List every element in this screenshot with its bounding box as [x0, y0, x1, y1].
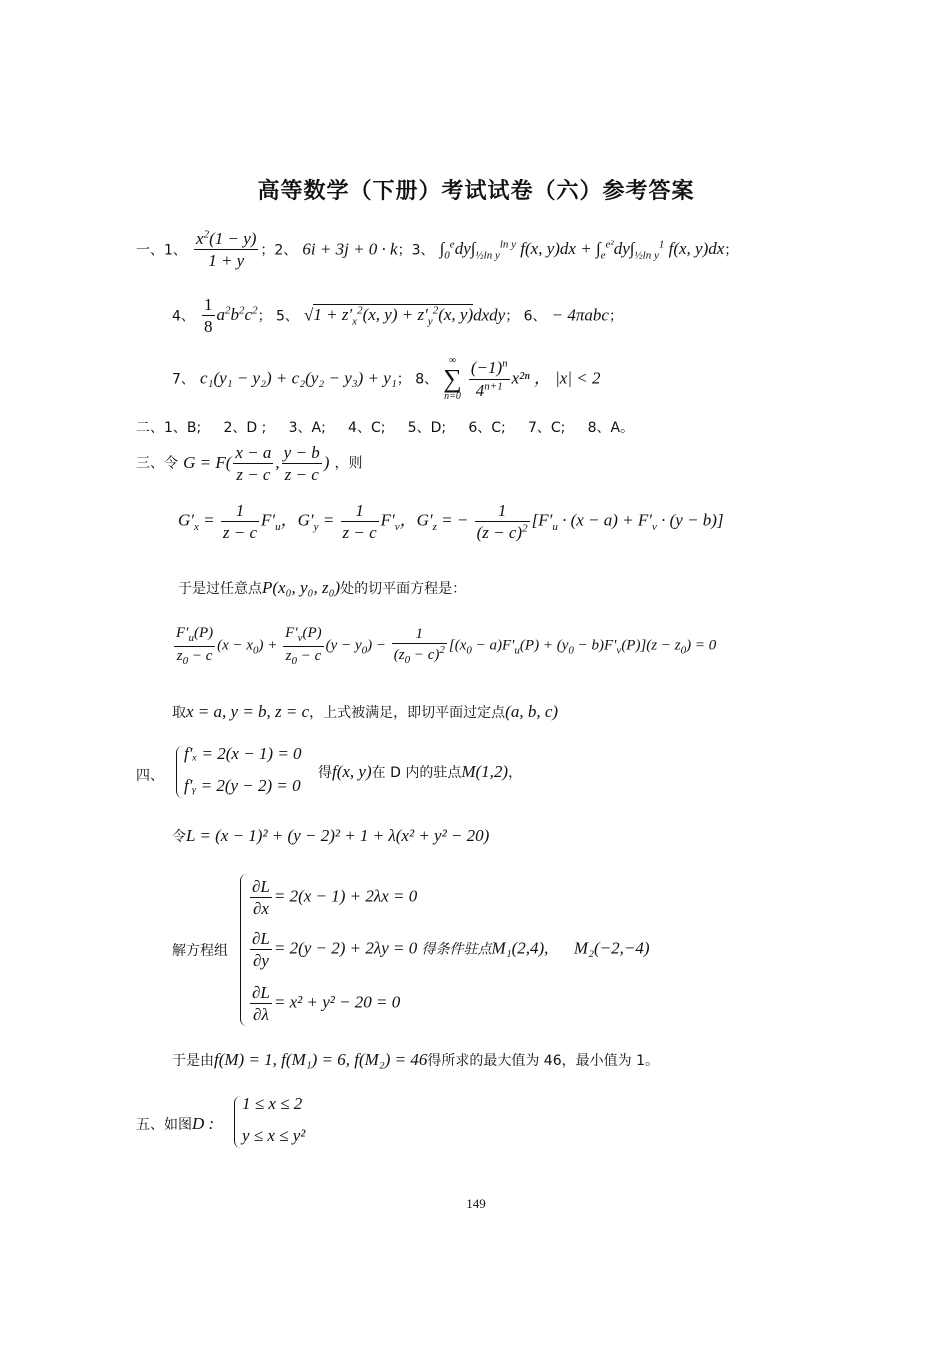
section-3-intro [136, 442, 362, 486]
sep-4: ； [724, 242, 739, 259]
region-condition-2: y ≤ x ≤ y² [242, 1126, 306, 1145]
result-pre: 于是由 [172, 1053, 214, 1069]
sep-3: ；3、 [397, 242, 435, 259]
answer-2: 6i + 3j + 0 · k [302, 239, 398, 259]
answer-4-tail: $a^2b^2c^2$ [216, 304, 258, 325]
condition-point-text: 得条件驻点 [421, 941, 492, 958]
region-condition-1: 1 ≤ x ≤ 2 [242, 1094, 303, 1113]
item-4-label: 4、 [172, 308, 195, 325]
then-text: ，则 [334, 455, 363, 472]
point-m: M(1,2) [461, 762, 509, 781]
result-line [172, 1050, 659, 1070]
system-brace-2 [240, 874, 247, 1026]
g-definition: G = F( $\frac{x - a}{z - c}$ , $\frac{y - b}{z - c}$ ) [183, 443, 330, 485]
result-tail: 得所求的最大值为 46，最小值为 1。 [427, 1053, 659, 1069]
answer-1-fraction: $\frac{x^2(1 - y)}{1 + y}$ [196, 228, 257, 271]
fixed-point: (a, b, c) [505, 702, 559, 721]
section-2-answers: 二、1、B; 2、D ; 3、A; 4、C; 5、D; 6、C; 7、C; 8、A。 [136, 420, 635, 436]
result-expression: f(M) = 1, f(M₁) = 6, f(M₂) = 46 [214, 1050, 428, 1069]
lagrange-function: L = (x − 1)² + (y − 2)² + 1 + λ(x² + y² − 20) [186, 826, 490, 845]
answer-8-tail: x²ⁿ ， |x| < 2 [511, 368, 601, 388]
page-number: 149 [466, 1196, 486, 1211]
function-fxy: f(x, y) [332, 762, 372, 781]
answer-3: $\int_0^edy\int_{\frac{1}{2}ln y}^{ln y}$ f(x, $y)dx + \int_e^{e^2}dy\int_{\frac{1}{2}ln y}^1$ f(x, y)dx [439, 238, 725, 262]
partial-derivatives: $G'_x$ = $\frac{1}{z - c}$ $F'_u$，$G'_y$ = $\frac{1}{z - c}$ $F'_v$，$G'_z$ = − $\frac{1}{(z - c)^2}$ $[F'_u \cdot (x - a) + F'_v \cdot (y - b)]$ [178, 501, 724, 543]
stationary-eq-2: f′ᵧ = 2(y − 2) = 0 [184, 776, 301, 795]
answer-8-sum: ∞ ∑ n=0 [443, 355, 462, 402]
lagrange-eq-c: $\frac{\partial L}{\partial\lambda}$ = x² + y² − 20 = 0 [252, 983, 401, 1025]
answer-4-fraction: $\frac{1}{8}$ [204, 295, 213, 337]
answer-6: − 4πabc [551, 305, 609, 325]
item-1-label: 1、 [164, 242, 187, 259]
sep-1: ；2、 [260, 242, 298, 259]
stationary-point-line [318, 762, 522, 782]
section-5-intro [136, 1114, 214, 1134]
in-d-text: 在 D 内的驻点 [371, 765, 462, 781]
lagrange-eq-b-rhs: = 2(y − 2) + 2λy = 0 [273, 938, 418, 958]
lagrange-eq-c-rhs: = x² + y² − 20 = 0 [273, 992, 401, 1012]
item-7-label: 7、 [172, 371, 195, 388]
section-3-label: 三、令 [136, 455, 178, 472]
take-text: 取 [172, 705, 186, 721]
lagrange-eq-a-rhs: = 2(x − 1) + 2λx = 0 [273, 886, 418, 906]
page-title: 高等数学（下册）考试试卷（六）参考答案 [257, 179, 695, 204]
fixed-point-line [172, 702, 558, 722]
answer-5: $√1 + z'_x^2(x$, $y) + z'_y^2(x$, y)dxdy [304, 304, 506, 328]
sep-8: ； 8、 [396, 371, 439, 388]
lagrange-eq-a: $\frac{\partial L}{\partial x}$ = 2(x − 1) + 2λx = 0 [252, 877, 418, 919]
answer-8-fraction: $\frac{(-1)^n}{4^{n+1}}$ [470, 357, 508, 400]
tangent-plane-equation: $\frac{F'_u(P)}{z_0 - c}$ $(x - x_0)$ + $\frac{F'_v(P)}{z_0 - c}$ $(y - y_0)$ − $\frac{1}{(z_0 - c)^2}$ $[(x_0 - a)F'_u(P) + (y_0 - b)F'_v(P)](z - z_0) = 0$ [176, 625, 717, 667]
answer-line-2 [172, 294, 623, 338]
answer-line-1 [136, 228, 738, 272]
sep-6: ； 6、 [505, 308, 547, 325]
stationary-eq-1: f′ₓ = 2(x − 1) = 0 [184, 744, 302, 763]
lagrange-eq-b: $\frac{\partial L}{\partial y}$ = 2(y − 2) + 2λy = 0 得条件驻点M₁(2,4), M₂(−2,−4) [252, 929, 650, 971]
condition-points: M₁(2,4), M₂(−2,−4) [491, 938, 650, 958]
sep-7: ； [608, 308, 623, 325]
sep-5: ； 5、 [257, 308, 299, 325]
let-text: 令 [172, 829, 186, 845]
tangent-point: P(x₀, y₀, z₀) [262, 578, 341, 597]
tangent-intro [178, 578, 466, 598]
comma: ， [508, 765, 523, 781]
section-5-label: 五、如图 [136, 1117, 192, 1133]
section-1-label: 一、 [136, 242, 164, 259]
lagrange-line [172, 826, 489, 846]
tangent-tail-text: 处的切平面方程是： [340, 581, 467, 597]
region-brace [234, 1096, 241, 1148]
take-expression: x = a, y = b, z = c [186, 702, 310, 721]
section-4-label: 四、 [136, 768, 164, 784]
region-d: D : [192, 1114, 215, 1133]
solve-label: 解方程组 [172, 943, 228, 959]
answer-line-3 [172, 356, 601, 402]
system-brace-1 [176, 746, 183, 798]
get-text: 得 [318, 765, 332, 781]
answer-7: c₁(y₁ − y₂) + c₂(y₂ − y₃) + y₁ [200, 368, 397, 388]
take-tail-text: ，上式被满足，即切平面过定点 [309, 705, 506, 721]
tangent-intro-text: 于是过任意点 [178, 581, 262, 597]
